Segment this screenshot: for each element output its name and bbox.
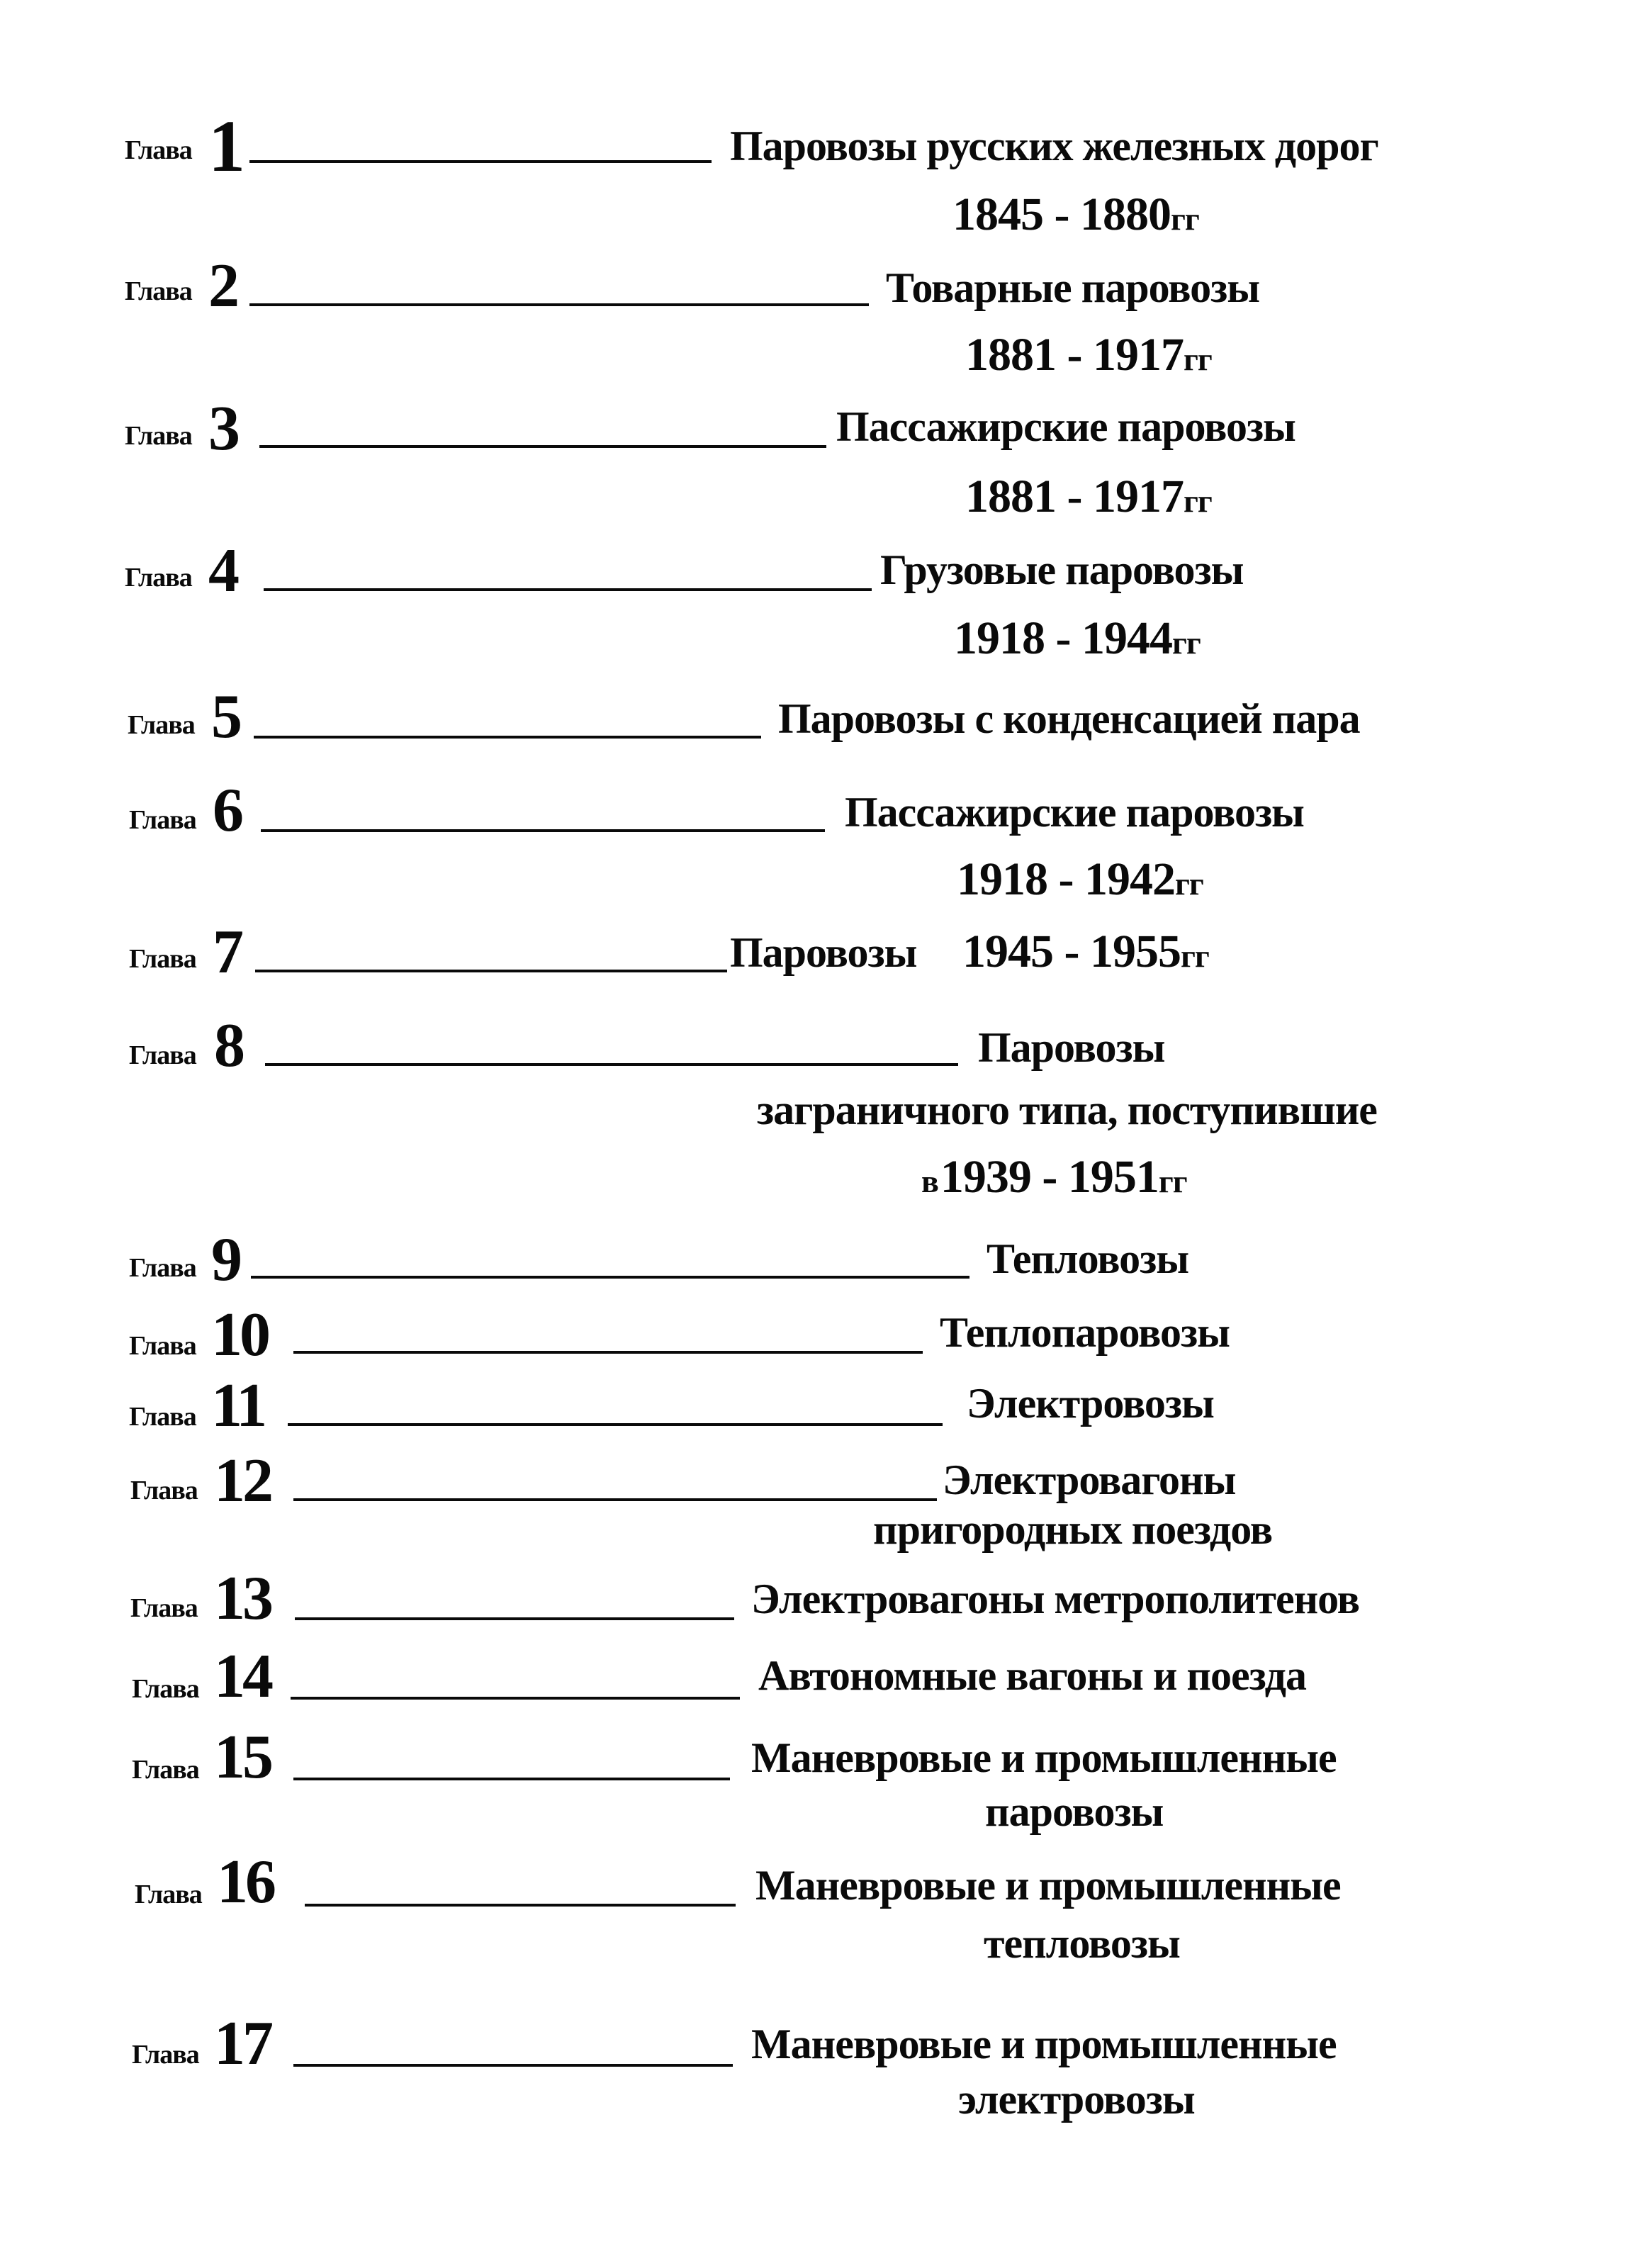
chapter-title: Маневровые и промышленные xyxy=(755,1862,1341,1909)
chapter-label: Глава xyxy=(129,944,196,974)
leader-line xyxy=(249,303,869,306)
chapter-title-line2: пригородных поездов xyxy=(873,1506,1273,1553)
chapter-number: 2 xyxy=(208,252,237,320)
chapter-label: Глава xyxy=(129,1040,196,1070)
chapter-number: 11 xyxy=(211,1371,265,1440)
chapter-title: Тепловозы xyxy=(987,1235,1189,1282)
chapter-title-line2: тепловозы xyxy=(984,1920,1180,1967)
chapter-label: Глава xyxy=(132,2040,199,2070)
leader-line xyxy=(259,445,826,448)
chapter-number: 14 xyxy=(214,1642,271,1711)
chapter-title: Электровагоны xyxy=(943,1456,1236,1503)
chapter-label: Глава xyxy=(125,276,192,306)
leader-line xyxy=(293,1778,730,1780)
chapter-years xyxy=(921,1151,1187,1203)
years-suffix: гг xyxy=(1180,938,1209,974)
chapter-label: Глава xyxy=(129,1253,196,1283)
leader-line xyxy=(305,1904,736,1907)
chapter-label: Глава xyxy=(130,1476,198,1505)
chapter-label: Глава xyxy=(129,1331,196,1361)
years-suffix: гг xyxy=(1183,483,1212,519)
years-range: 1881 - 1917 xyxy=(965,471,1184,522)
chapter-number: 5 xyxy=(211,683,240,751)
chapter-title: Теплопаровозы xyxy=(940,1309,1230,1356)
leader-line xyxy=(251,1276,969,1279)
chapter-title: Электровагоны метрополитенов xyxy=(751,1576,1360,1622)
chapter-label: Глава xyxy=(129,805,196,835)
leader-line xyxy=(295,1617,734,1620)
chapter-number: 17 xyxy=(214,2009,271,2078)
years-suffix: гг xyxy=(1171,624,1201,661)
chapter-label: Глава xyxy=(128,710,195,740)
chapter-label: Глава xyxy=(125,563,192,593)
chapter-number: 3 xyxy=(208,393,237,464)
chapter-title: Паровозы xyxy=(730,929,917,976)
chapter-title: Электровозы xyxy=(967,1380,1214,1427)
leader-line xyxy=(293,2064,733,2067)
years-suffix: гг xyxy=(1158,1163,1187,1199)
leader-line xyxy=(254,736,761,739)
chapter-number: 16 xyxy=(217,1848,274,1916)
chapter-years xyxy=(965,329,1212,381)
years-suffix: гг xyxy=(1183,341,1212,377)
years-range: 1918 - 1944 xyxy=(954,612,1172,664)
years-prefix: в xyxy=(921,1163,938,1199)
chapter-title-line2: паровозы xyxy=(985,1788,1164,1835)
chapter-label: Глава xyxy=(130,1593,198,1623)
chapter-number: 13 xyxy=(214,1564,271,1633)
chapter-label: Глава xyxy=(132,1674,199,1704)
leader-line xyxy=(261,829,825,832)
chapter-title: Паровозы с конденсацией пара xyxy=(778,695,1360,742)
years-range: 1945 - 1955 xyxy=(962,926,1181,977)
chapter-years xyxy=(965,473,1212,520)
chapter-label: Глава xyxy=(132,1755,199,1785)
chapter-title: Грузовые паровозы xyxy=(880,546,1244,593)
leader-line xyxy=(264,588,872,591)
chapter-label: Глава xyxy=(129,1402,196,1432)
chapter-label: Глава xyxy=(125,421,192,451)
years-range: 1845 - 1880 xyxy=(952,189,1171,240)
leader-line xyxy=(288,1423,943,1426)
chapter-number: 10 xyxy=(211,1301,268,1369)
chapter-title: Маневровые и промышленные xyxy=(751,2021,1337,2067)
chapter-title-line2: электровозы xyxy=(958,2076,1195,2123)
leader-line xyxy=(249,160,712,163)
chapter-number: 6 xyxy=(213,776,241,845)
chapter-number: 12 xyxy=(214,1447,271,1515)
chapter-number: 9 xyxy=(211,1225,240,1294)
chapter-title: Маневровые и промышленные xyxy=(751,1734,1337,1781)
chapter-years xyxy=(962,928,1209,975)
chapter-title: Паровозы русских железных дорог xyxy=(730,123,1378,169)
chapter-years xyxy=(954,612,1201,664)
years-suffix: гг xyxy=(1170,201,1199,237)
leader-line xyxy=(265,1063,958,1066)
chapter-number: 1 xyxy=(208,106,242,187)
years-range: 1881 - 1917 xyxy=(965,329,1184,381)
chapter-title: Пассажирские паровозы xyxy=(836,403,1295,450)
leader-line xyxy=(293,1351,923,1354)
years-range: 1939 - 1951 xyxy=(940,1151,1159,1203)
leader-line xyxy=(293,1498,937,1501)
chapter-title: Товарные паровозы xyxy=(886,264,1260,311)
chapter-number: 7 xyxy=(213,918,241,987)
chapter-title: Паровозы xyxy=(978,1024,1165,1071)
chapter-number: 8 xyxy=(214,1011,242,1080)
chapter-label: Глава xyxy=(135,1880,202,1909)
chapter-label: Глава xyxy=(125,135,192,165)
chapter-number: 4 xyxy=(208,537,237,605)
chapter-years xyxy=(952,191,1199,238)
chapter-title: Пассажирские паровозы xyxy=(845,789,1304,836)
years-suffix: гг xyxy=(1174,865,1203,902)
leader-line xyxy=(291,1697,740,1700)
years-range: 1918 - 1942 xyxy=(957,853,1175,905)
chapter-years xyxy=(957,853,1203,905)
leader-line xyxy=(255,970,727,972)
chapter-title: Автономные вагоны и поезда xyxy=(758,1652,1306,1699)
chapter-title-line2: заграничного типа, поступившие xyxy=(757,1087,1377,1133)
chapter-number: 15 xyxy=(214,1723,271,1792)
